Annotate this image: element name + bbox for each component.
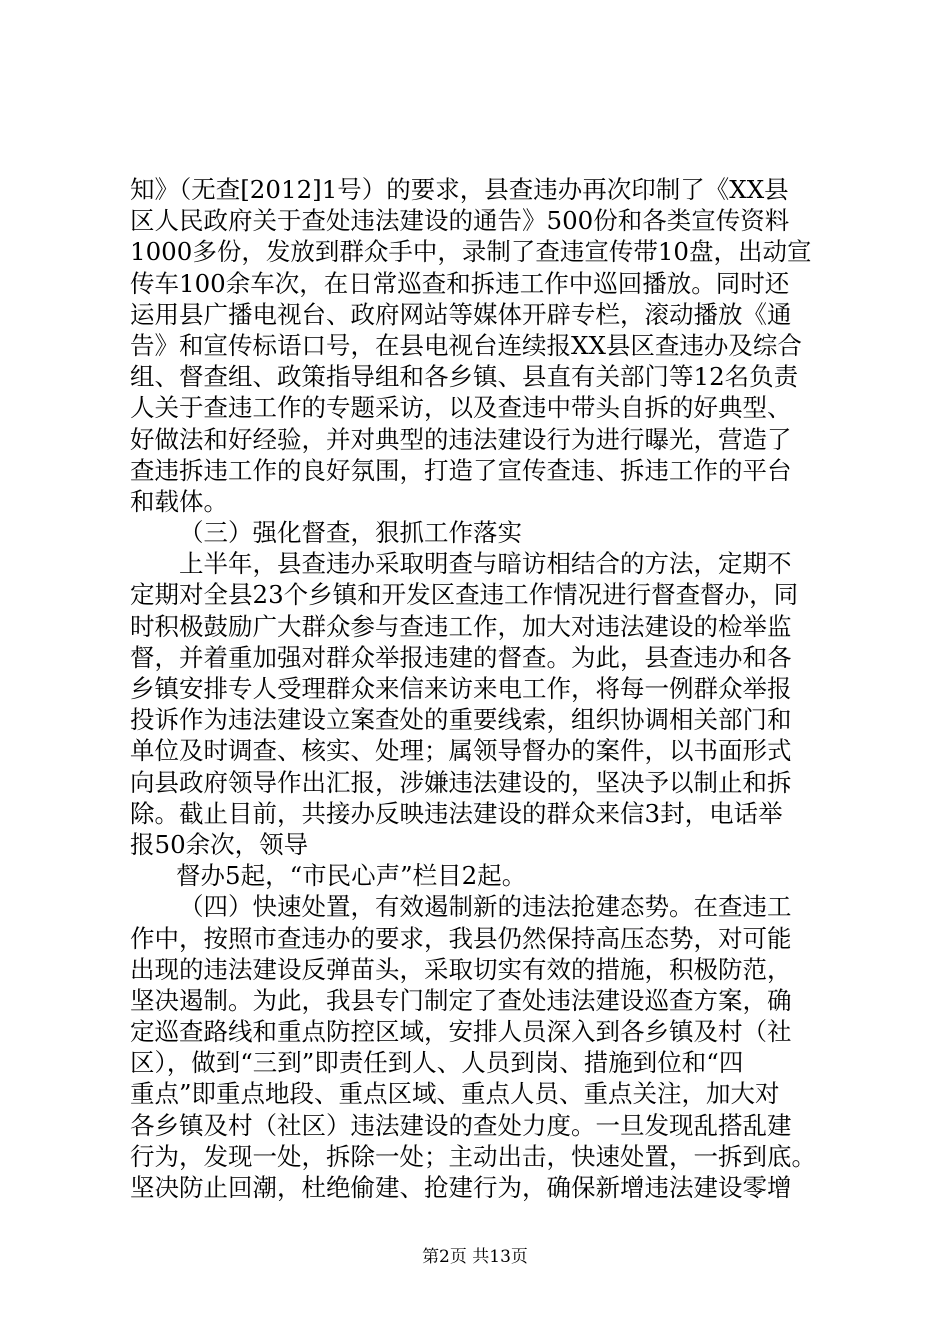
body-text-line: 除。截止目前，共接办反映违法建设的群众来信3封，电话举 xyxy=(130,799,783,828)
body-text-line: 行为，发现一处，拆除一处；主动出击，快速处置，一拆到底。 xyxy=(130,1142,816,1171)
body-text-line: 坚决防止回潮，杜绝偷建、抢建行为，确保新增违法建设零增 xyxy=(130,1173,792,1202)
body-text-line: 1000多份，发放到群众手中，录制了查违宣传带10盘，出动宣 xyxy=(130,237,812,266)
body-text-line: 向县政府领导作出汇报，涉嫌违法建设的，坚决予以制止和拆 xyxy=(130,768,792,797)
body-text-line: 投诉作为违法建设立案查处的重要线索，组织协调相关部门和 xyxy=(130,705,792,734)
section-heading: （三）强化督查，狠抓工作落实 xyxy=(179,518,522,547)
body-text-line: 传车100余车次，在日常巡查和拆违工作中巡回播放。同时还 xyxy=(130,269,790,298)
body-text-line: 好做法和好经验，并对典型的违法建设行为进行曝光，营造了 xyxy=(130,425,792,454)
body-text-line: 督办5起，“市民心声”栏目2起。 xyxy=(176,861,527,890)
body-text-line: 运用县广播电视台、政府网站等媒体开辟专栏，滚动播放《通 xyxy=(130,300,792,329)
body-text-line: 定巡查路线和重点防控区域，安排人员深入到各乡镇及村（社 xyxy=(130,1017,792,1046)
body-text-line: 知》（无查[2012]1号）的要求，县查违办再次印制了《XX县 xyxy=(130,175,789,204)
body-text-line: 查违拆违工作的良好氛围，打造了宣传查违、拆违工作的平台 xyxy=(130,456,792,485)
section-heading: （四）快速处置，有效遏制新的违法抢建态势。在查违工 xyxy=(179,892,792,921)
body-text-line: 各乡镇及村（社区）违法建设的查处力度。一旦发现乱搭乱建 xyxy=(130,1111,792,1140)
body-text-line: 督，并着重加强对群众举报违建的督查。为此，县查违办和各 xyxy=(130,643,792,672)
body-text-line: 报50余次，领导 xyxy=(130,830,309,859)
body-text-line: 人关于查违工作的专题采访，以及查违中带头自拆的好典型、 xyxy=(130,393,792,422)
paragraph-first-line: 上半年，县查违办采取明查与暗访相结合的方法，定期不 xyxy=(179,549,792,578)
body-text-line: 组、督查组、政策指导组和各乡镇、县直有关部门等12名负责 xyxy=(130,362,799,391)
body-text-line: 重点”即重点地段、重点区域、重点人员、重点关注，加大对 xyxy=(130,1079,780,1108)
body-text-line: 定期对全县23个乡镇和开发区查违工作情况进行督查督办，同 xyxy=(130,580,799,609)
body-text-line: 坚决遏制。为此，我县专门制定了查处违法建设巡查方案，确 xyxy=(130,986,792,1015)
body-text-line: 作中，按照市查违办的要求，我县仍然保持高压态势，对可能 xyxy=(130,924,792,953)
body-text-line: 区人民政府关于查处违法建设的通告》500份和各类宣传资料 xyxy=(130,206,790,235)
body-text-line: 区），做到“三到”即责任到人、人员到岗、措施到位和“四 xyxy=(130,1048,744,1077)
body-text-line: 单位及时调查、核实、处理；属领导督办的案件，以书面形式 xyxy=(130,736,792,765)
body-text-line: 告》和宣传标语口号，在县电视台连续报XX县区查违办及综合 xyxy=(130,331,802,360)
body-text-line: 时积极鼓励广大群众参与查违工作，加大对违法建设的检举监 xyxy=(130,612,792,641)
page-number-footer: 第2页 共13页 xyxy=(422,1247,528,1267)
body-text-line: 乡镇安排专人受理群众来信来访来电工作，将每一例群众举报 xyxy=(130,674,792,703)
body-text-line: 和载体。 xyxy=(130,487,228,516)
body-text-line: 出现的违法建设反弹苗头，采取切实有效的措施，积极防范， xyxy=(130,955,792,984)
